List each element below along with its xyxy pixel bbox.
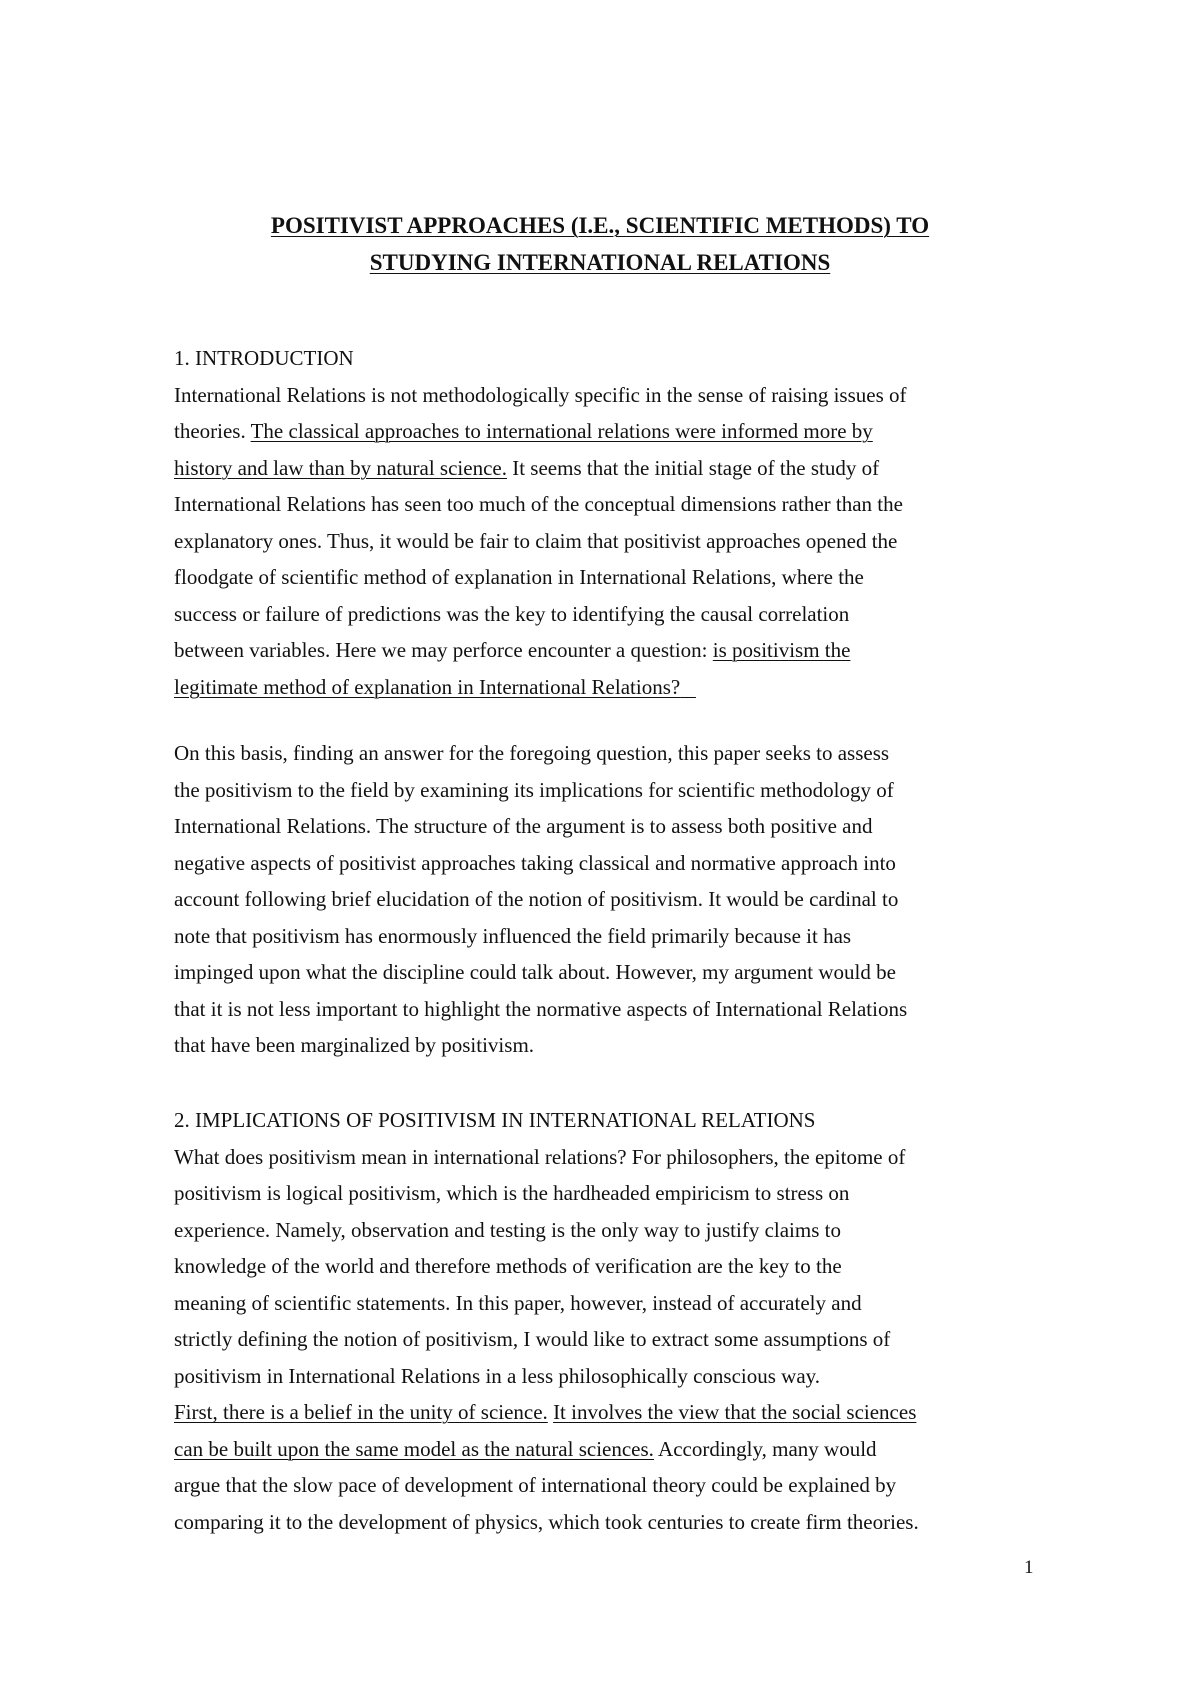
underline-tail — [680, 675, 696, 699]
text-line: experience. Namely, observation and testing is the only way to justify claims to — [174, 1217, 841, 1242]
section-heading-implications: 2. IMPLICATIONS OF POSITIVISM IN INTERNATIONAL RELATIONS — [174, 1108, 816, 1132]
text-line: account following brief elucidation of the notion of positivism. It would be cardinal to — [174, 887, 899, 911]
text-line: International Relations is not methodologically specific in the sense of raising issues of — [174, 382, 907, 407]
underlined-text: The classical approaches to international relations were informed more by — [250, 419, 873, 443]
text-line: argue that the slow pace of development of international theory could be explained by — [174, 1473, 897, 1497]
underlined-text: First, there is a belief in the unity of science. — [174, 1400, 548, 1424]
text-line: that it is not less important to highlight the normative aspects of International Relations — [174, 996, 908, 1021]
text-line: On this basis, finding an answer for the foregoing question, this paper seeks to assess — [174, 741, 890, 765]
text-run: It seems that the initial stage of the study of — [506, 455, 880, 480]
text-line: positivism in International Relations in a less philosophically conscious way. — [174, 1363, 821, 1388]
text-line: note that positivism has enormously influenced the field primarily because it has — [174, 923, 852, 948]
implications-paragraph-2 — [174, 1394, 1074, 1540]
text-line: impinged upon what the discipline could talk about. However, my argument would be — [174, 960, 896, 984]
text-line: positivism is logical positivism, which is the hardheaded empiricism to stress on — [174, 1181, 850, 1205]
text-run: between variables. Here we may perforce encounter a question: — [174, 638, 713, 662]
text-line — [174, 632, 1074, 669]
text-line: What does positivism mean in international relations? For philosophers, the epitome of — [174, 1144, 906, 1169]
text-run: theories. — [174, 419, 251, 443]
text-line: International Relations. The structure of the argument is to assess both positive and — [174, 814, 873, 838]
text-line: negative aspects of positivist approaches taking classical and normative approach into — [174, 850, 896, 875]
introduction-paragraph-2 — [174, 735, 1074, 1064]
text-line — [174, 669, 1074, 706]
title-line-1: POSITIVIST APPROACHES (I.E., SCIENTIFIC METHODS) TO — [270, 213, 930, 238]
text-line: floodgate of scientific method of explanation in International Relations, where the — [174, 565, 864, 589]
underlined-text: is positivism the — [712, 638, 851, 662]
section-heading-introduction: 1. INTRODUCTION — [174, 346, 354, 370]
text-line: success or failure of predictions was the key to identifying the causal correlation — [174, 601, 850, 626]
underlined-question: legitimate method of explanation in International Relations? — [174, 674, 681, 699]
underlined-text: It involves the view that the social sciences — [553, 1400, 917, 1424]
page-number: 1 — [1024, 1557, 1034, 1578]
section-implications — [174, 1102, 1074, 1540]
text-line: that have been marginalized by positivism. — [174, 1033, 535, 1057]
title-line-2: STUDYING INTERNATIONAL RELATIONS — [369, 250, 831, 275]
section-introduction — [174, 340, 1074, 705]
text-line: International Relations has seen too much of the conceptual dimensions rather than the — [174, 492, 903, 516]
document-title — [150, 207, 1050, 281]
text-line: strictly defining the notion of positivism, I would like to extract some assumptions of — [174, 1327, 891, 1351]
text-line: explanatory ones. Thus, it would be fair to claim that positivist approaches opened the — [174, 528, 898, 553]
paragraph — [174, 735, 1074, 1064]
text-line: knowledge of the world and therefore methods of verification are the key to the — [174, 1254, 842, 1278]
underlined-text: history and law than by natural science. — [174, 455, 507, 480]
text-line — [174, 450, 1074, 487]
underlined-text: can be built upon the same model as the natural sciences. — [174, 1436, 654, 1461]
text-run: Accordingly, many would — [653, 1436, 877, 1461]
text-line: meaning of scientific statements. In this paper, however, instead of accurately and — [174, 1290, 862, 1315]
implications-paragraph-1 — [174, 1139, 1074, 1395]
text-line — [174, 1394, 1074, 1431]
introduction-paragraph-1 — [174, 377, 1074, 706]
text-line — [174, 413, 1074, 450]
text-line — [174, 1431, 1074, 1468]
text-line: comparing it to the development of physics, which took centuries to create firm theories. — [174, 1509, 919, 1534]
text-line: the positivism to the field by examining its implications for scientific methodology of — [174, 777, 894, 802]
